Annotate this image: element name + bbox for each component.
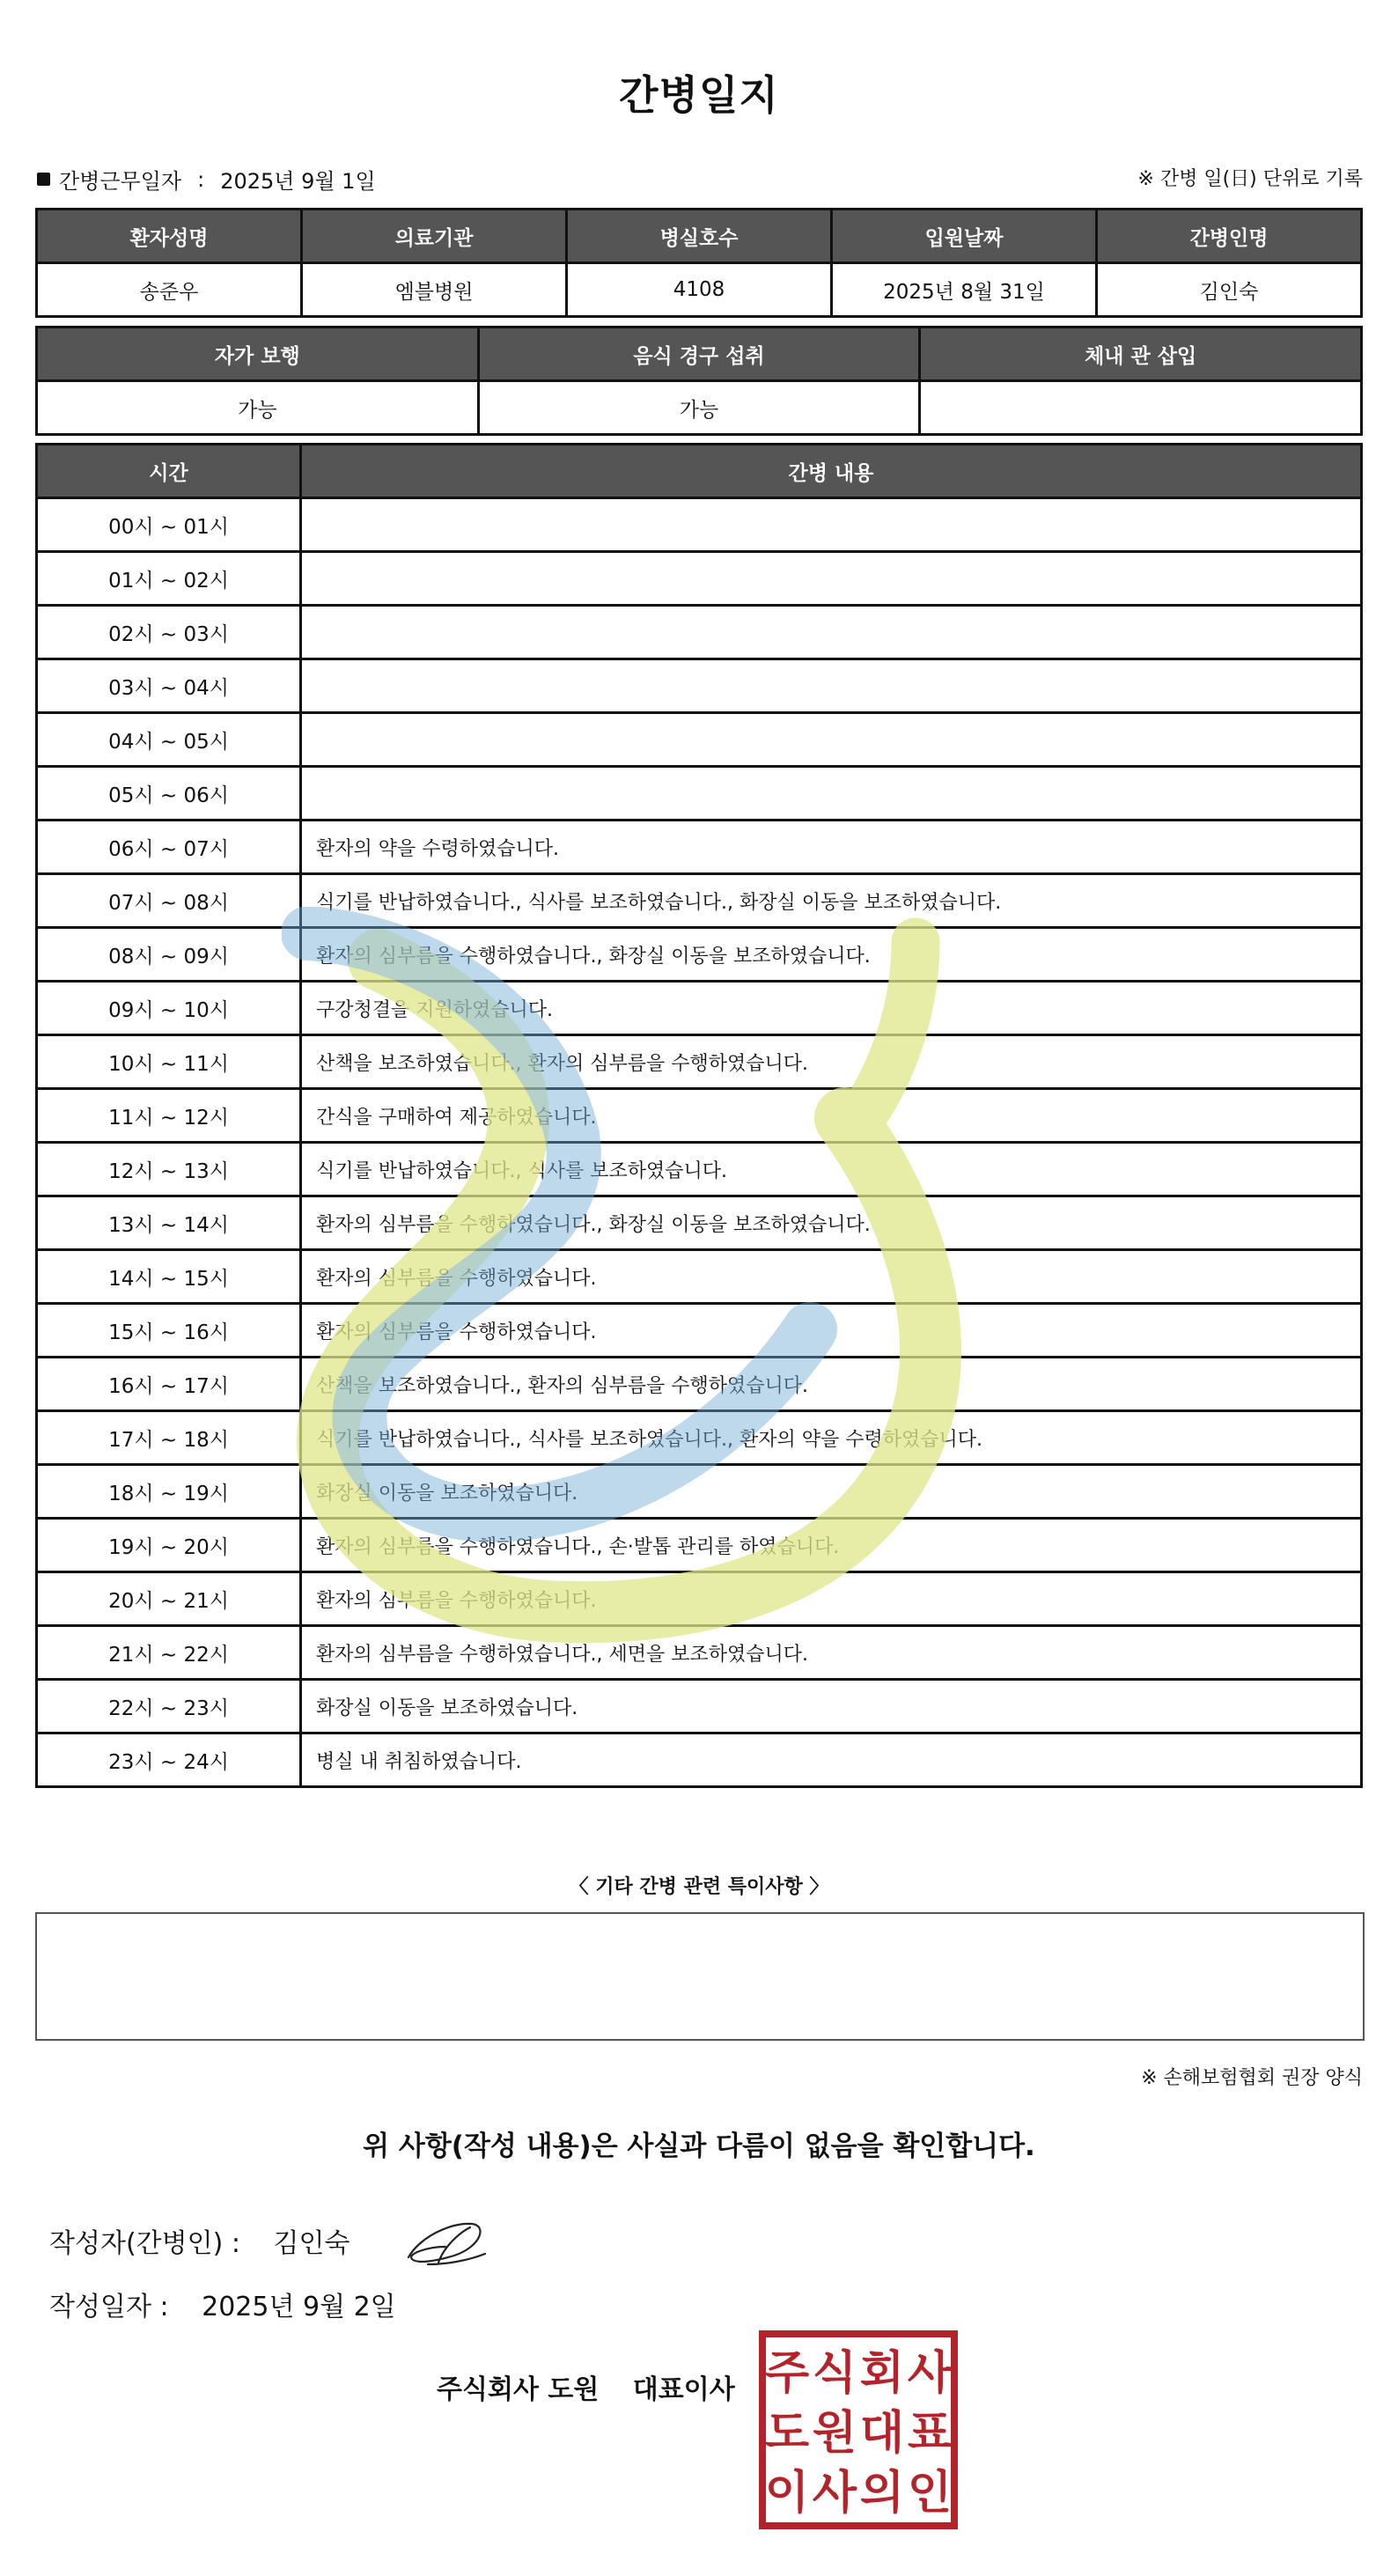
patient-name-header: 환자성명 <box>37 210 302 263</box>
table-row <box>37 606 1362 659</box>
time-slot: 16시 ~ 17시 <box>37 1358 301 1411</box>
care-log-table <box>35 443 1363 1788</box>
seal-char: 이 <box>764 2467 810 2520</box>
writer-label: 작성자(간병인) : <box>49 2228 240 2259</box>
daily-record-note: ※ 간병 일(日) 단위로 기록 <box>1137 168 1363 190</box>
time-slot: 19시 ~ 20시 <box>37 1519 301 1572</box>
table-row <box>37 1250 1362 1304</box>
seal-char: 도 <box>764 2407 810 2460</box>
time-slot: 08시 ~ 09시 <box>37 928 301 982</box>
time-slot: 11시 ~ 12시 <box>37 1089 301 1143</box>
company-seal-icon <box>759 2330 958 2529</box>
care-content <box>301 552 1362 606</box>
self-walking-header: 자가 보행 <box>37 328 479 381</box>
patient-info-table <box>35 208 1363 318</box>
institution-value: 엠블병원 <box>302 263 567 317</box>
table-row <box>37 1143 1362 1196</box>
seal-char: 식 <box>812 2347 857 2400</box>
table-row <box>37 874 1362 928</box>
time-slot: 18시 ~ 19시 <box>37 1465 301 1519</box>
care-log-header-row <box>37 445 1362 498</box>
table-row <box>37 1411 1362 1465</box>
work-date <box>37 164 376 195</box>
square-bullet-icon <box>37 173 50 186</box>
seal-characters <box>765 2347 953 2520</box>
care-content: 환자의 심부름을 수행하였습니다., 화장실 이동을 보조하였습니다. <box>301 928 1362 982</box>
oral-intake-header: 음식 경구 섭취 <box>478 328 920 381</box>
caregiver-name-value: 김인숙 <box>1097 263 1362 317</box>
written-date-label: 작성일자 : <box>49 2292 169 2322</box>
abilities-value-row <box>37 381 1362 435</box>
care-content: 병실 내 취침하였습니다. <box>301 1733 1362 1787</box>
table-row <box>37 1519 1362 1572</box>
writer-name: 김인숙 <box>273 2228 350 2259</box>
work-date-value: 2025년 9월 1일 <box>220 169 376 194</box>
seal-char: 주 <box>764 2347 810 2400</box>
care-content <box>301 498 1362 552</box>
company-name: 주식회사 도원 <box>437 2374 600 2405</box>
time-slot: 10시 ~ 11시 <box>37 1035 301 1089</box>
table-row <box>37 928 1362 982</box>
care-content: 환자의 심부름을 수행하였습니다. <box>301 1250 1362 1304</box>
time-slot: 06시 ~ 07시 <box>37 821 301 874</box>
room-number-header: 병실호수 <box>567 210 832 263</box>
written-date-line <box>49 2285 396 2323</box>
time-slot: 23시 ~ 24시 <box>37 1733 301 1787</box>
page-title: 간병일지 <box>619 71 779 119</box>
confirmation-statement: 위 사항(작성 내용)은 사실과 다름이 없음을 확인합니다. <box>363 2131 1035 2162</box>
work-date-label: 간병근무일자 <box>59 169 182 194</box>
institution-header: 의료기관 <box>302 210 567 263</box>
remarks-title: 〈 기타 간병 관련 특이사항 〉 <box>569 1876 829 1898</box>
care-content: 간식을 구매하여 제공하였습니다. <box>301 1089 1362 1143</box>
time-slot: 14시 ~ 15시 <box>37 1250 301 1304</box>
care-content: 산책을 보조하였습니다., 환자의 심부름을 수행하였습니다. <box>301 1035 1362 1089</box>
time-slot: 05시 ~ 06시 <box>37 767 301 821</box>
care-content: 화장실 이동을 보조하였습니다. <box>301 1465 1362 1519</box>
admission-date-value: 2025년 8월 31일 <box>832 263 1097 317</box>
patient-name-value: 송준우 <box>37 263 302 317</box>
patient-info-header-row <box>37 210 1362 263</box>
self-walking-value: 가능 <box>37 381 479 435</box>
seal-char: 사 <box>812 2467 857 2520</box>
table-row <box>37 1358 1362 1411</box>
seal-char: 표 <box>907 2407 953 2460</box>
time-slot: 09시 ~ 10시 <box>37 982 301 1035</box>
table-row <box>37 821 1362 874</box>
care-content: 환자의 약을 수령하였습니다. <box>301 821 1362 874</box>
table-row <box>37 713 1362 767</box>
company-signature-line <box>437 2367 735 2406</box>
time-slot: 00시 ~ 01시 <box>37 498 301 552</box>
table-row <box>37 767 1362 821</box>
table-row <box>37 498 1362 552</box>
time-slot: 20시 ~ 21시 <box>37 1572 301 1626</box>
time-slot: 07시 ~ 08시 <box>37 874 301 928</box>
time-slot: 17시 ~ 18시 <box>37 1411 301 1465</box>
care-content <box>301 713 1362 767</box>
care-content: 산책을 보조하였습니다., 환자의 심부름을 수행하였습니다. <box>301 1358 1362 1411</box>
care-content <box>301 606 1362 659</box>
admission-date-header: 입원날짜 <box>832 210 1097 263</box>
signature-stroke <box>408 2224 485 2264</box>
abilities-table <box>35 326 1363 436</box>
table-row <box>37 552 1362 606</box>
insurance-association-note: ※ 손해보험협회 권장 양식 <box>1141 2067 1363 2089</box>
seal-char: 원 <box>812 2407 857 2460</box>
care-content: 환자의 심부름을 수행하였습니다. <box>301 1304 1362 1358</box>
table-row <box>37 1035 1362 1089</box>
care-content: 환자의 심부름을 수행하였습니다. <box>301 1572 1362 1626</box>
care-content: 식기를 반납하였습니다., 식사를 보조하였습니다., 화장실 이동을 보조하였습니다. <box>301 874 1362 928</box>
table-row <box>37 1304 1362 1358</box>
work-date-separator: : <box>197 166 205 192</box>
care-content: 환자의 심부름을 수행하였습니다., 손·발톱 관리를 하였습니다. <box>301 1519 1362 1572</box>
table-row <box>37 1680 1362 1733</box>
abilities-header-row <box>37 328 1362 381</box>
seal-char: 대 <box>859 2407 905 2460</box>
table-row <box>37 659 1362 713</box>
written-date-value: 2025년 9월 2일 <box>202 2292 396 2322</box>
care-content <box>301 659 1362 713</box>
time-slot: 21시 ~ 22시 <box>37 1626 301 1680</box>
care-content <box>301 767 1362 821</box>
care-content: 환자의 심부름을 수행하였습니다., 세면을 보조하였습니다. <box>301 1626 1362 1680</box>
care-content: 구강청결을 지원하였습니다. <box>301 982 1362 1035</box>
time-slot: 02시 ~ 03시 <box>37 606 301 659</box>
time-slot: 01시 ~ 02시 <box>37 552 301 606</box>
time-slot: 15시 ~ 16시 <box>37 1304 301 1358</box>
time-slot: 04시 ~ 05시 <box>37 713 301 767</box>
care-log-body <box>37 498 1362 1787</box>
table-row <box>37 1572 1362 1626</box>
time-header: 시간 <box>37 445 301 498</box>
table-row <box>37 1733 1362 1787</box>
table-row <box>37 982 1362 1035</box>
seal-char: 사 <box>907 2347 953 2400</box>
time-slot: 13시 ~ 14시 <box>37 1196 301 1250</box>
table-row <box>37 1196 1362 1250</box>
care-content: 식기를 반납하였습니다., 식사를 보조하였습니다. <box>301 1143 1362 1196</box>
caregiver-name-header: 간병인명 <box>1097 210 1362 263</box>
patient-info-value-row <box>37 263 1362 317</box>
care-content: 환자의 심부름을 수행하였습니다., 화장실 이동을 보조하였습니다. <box>301 1196 1362 1250</box>
content-header: 간병 내용 <box>301 445 1362 498</box>
tube-insertion-value <box>920 381 1362 435</box>
writer-line <box>49 2221 350 2260</box>
remarks-box[interactable] <box>35 1912 1365 2041</box>
seal-char: 회 <box>859 2347 905 2400</box>
signature-icon <box>401 2212 489 2273</box>
tube-insertion-header: 체내 관 삽입 <box>920 328 1362 381</box>
table-row <box>37 1465 1362 1519</box>
oral-intake-value: 가능 <box>478 381 920 435</box>
care-content: 식기를 반납하였습니다., 식사를 보조하였습니다., 환자의 약을 수령하였습니다. <box>301 1411 1362 1465</box>
table-row <box>37 1089 1362 1143</box>
time-slot: 22시 ~ 23시 <box>37 1680 301 1733</box>
room-number-value: 4108 <box>567 263 832 317</box>
care-content: 화장실 이동을 보조하였습니다. <box>301 1680 1362 1733</box>
seal-char: 인 <box>907 2467 953 2520</box>
seal-char: 의 <box>859 2467 905 2520</box>
table-row <box>37 1626 1362 1680</box>
company-role: 대표이사 <box>632 2374 735 2405</box>
time-slot: 12시 ~ 13시 <box>37 1143 301 1196</box>
time-slot: 03시 ~ 04시 <box>37 659 301 713</box>
